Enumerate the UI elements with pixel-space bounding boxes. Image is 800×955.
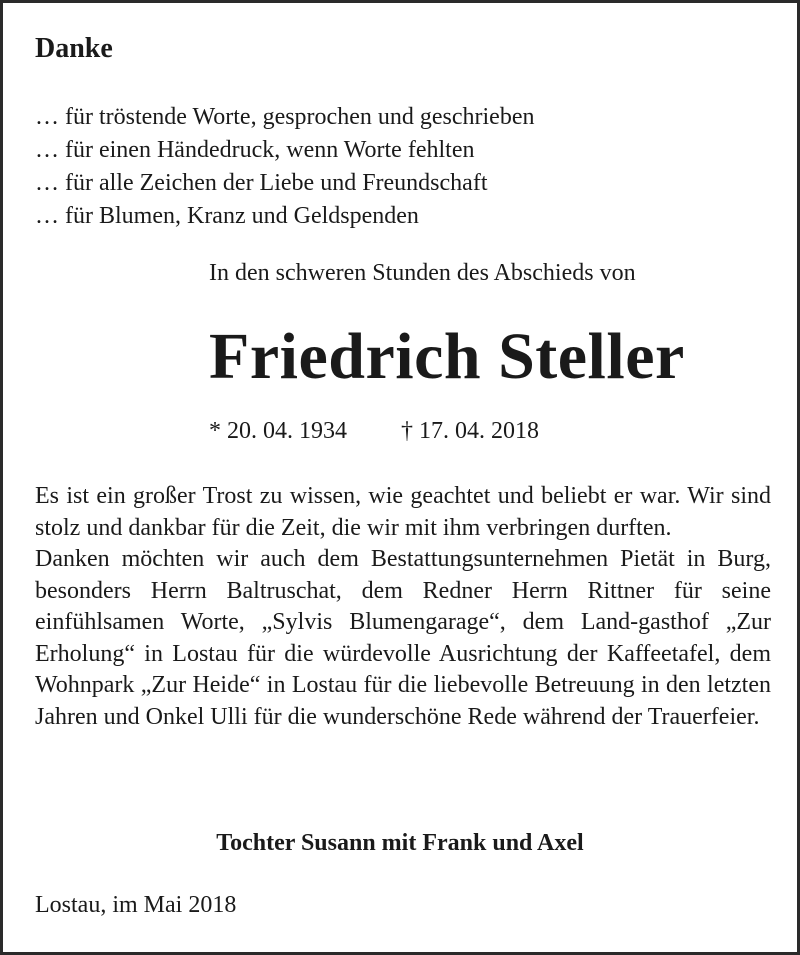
intro-line: In den schweren Stunden des Abschieds von [209,260,636,286]
death-date: † 17. 04. 2018 [401,418,539,444]
birth-date: * 20. 04. 1934 [209,418,347,444]
heading: Danke [35,33,113,64]
thanks-line: … für alle Zeichen der Liebe und Freundschaft [35,170,488,196]
deceased-name: Friedrich Steller [209,320,685,393]
thanks-line: … für Blumen, Kranz und Geldspenden [35,203,419,229]
signature: Tochter Susann mit Frank und Axel [216,830,584,856]
thanks-list [35,101,534,233]
body-text [35,481,771,733]
thanks-line: … für einen Händedruck, wenn Worte fehlten [35,137,475,163]
paragraph-trost: Es ist ein großer Trost zu wissen, wie geachtet und beliebt er war. Wir sind stolz und dankbar für die Zeit, die wir mit ihm verbringen durften. [35,483,771,541]
thanks-line: … für tröstende Worte, gesprochen und geschrieben [35,104,535,130]
life-dates [209,415,539,447]
paragraph-dank: Danken möchten wir auch dem Bestattungsunternehmen Pietät in Burg, besonders Herrn Baltruschat, dem Redner Herrn Rittner für seine einfühlsamen Worte, „Sylvis Blumengarage“, dem Land-gasthof „Zur Erholung“ in Lostau für die würdevolle Ausrichtung der Kaffeetafel, dem Wohnpark „Zur Heide“ in Lostau für die liebevolle Betreuung in den letzten Jahren und Onkel Ulli für die wunderschöne Rede während der Trauerfeier. [35,546,771,730]
place-date: Lostau, im Mai 2018 [35,892,237,918]
